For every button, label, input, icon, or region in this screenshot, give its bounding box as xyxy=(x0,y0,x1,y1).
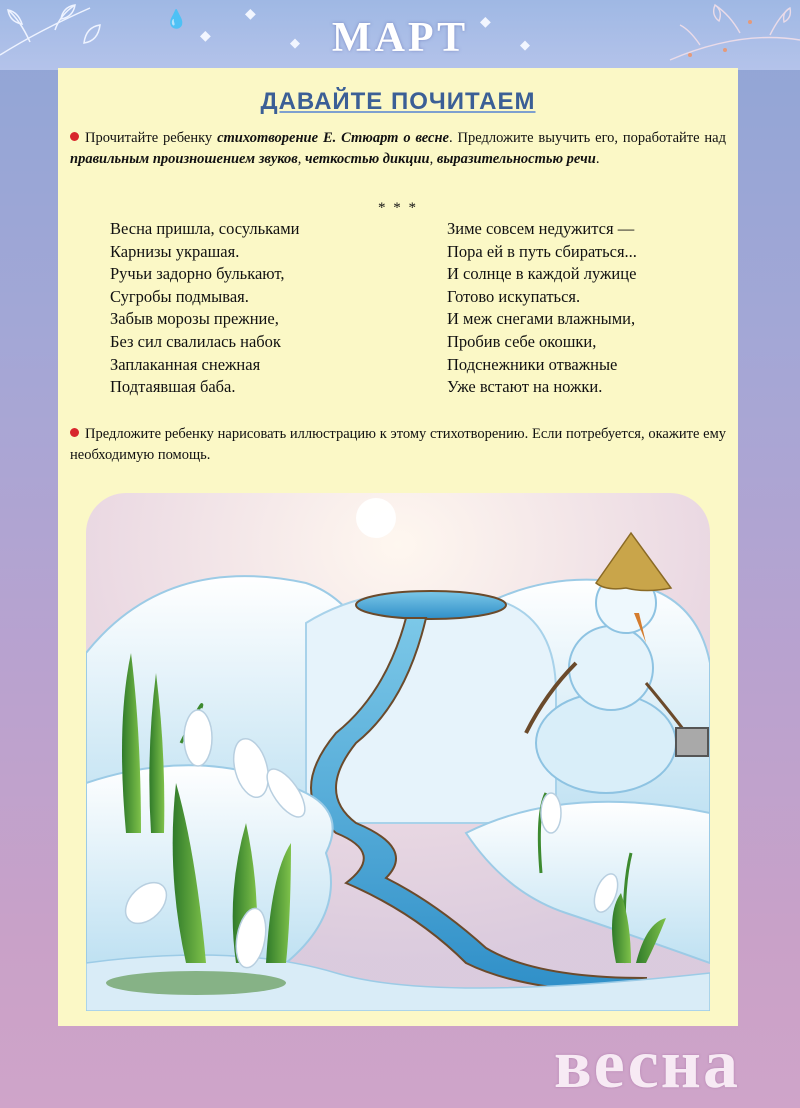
poem-marker: * * * xyxy=(378,200,418,216)
task-paragraph-draw: Предложите ребенку нарисовать иллюстрацию к этому стихотворению. Если потребуется, окажите ему необходимую помощь. xyxy=(70,426,726,463)
raindrop-icon: ◆ xyxy=(245,7,256,22)
raindrop-icon: ◆ xyxy=(520,37,530,52)
task-paragraph-read: Прочитайте ребенку стихотворение Е. Стюарт о весне. Предложите выучить его, поработайте над правильным произношением звуков, четкостью дикции, выразительностью речи. xyxy=(70,130,726,167)
bullet-icon xyxy=(70,428,79,437)
raindrop-icon: 💧 xyxy=(165,9,188,29)
sun-icon xyxy=(356,498,396,538)
poem-line: Весна пришла, сосульками xyxy=(110,219,300,238)
raindrop-icon: ◆ xyxy=(290,35,300,50)
poem-line: Забыв морозы прежние, xyxy=(110,309,279,329)
poem-line: И солнце в каждой лужице xyxy=(447,264,637,284)
poem-line: Подтаявшая баба. xyxy=(110,377,236,397)
season-label: весна xyxy=(553,1026,740,1103)
pond xyxy=(356,591,506,619)
poem-line: Ручьи задорно булькают, xyxy=(110,264,285,284)
poem-line: Готово искупаться. xyxy=(447,286,581,306)
header-band xyxy=(0,0,800,70)
poem-stanza-right xyxy=(447,218,637,399)
section-title: ДАВАЙТЕ ПОЧИТАЕМ xyxy=(260,88,536,115)
poem-line: Пора ей в путь сбираться... xyxy=(447,241,637,261)
poem-line: Сугробы подмывая. xyxy=(110,286,249,306)
poem-line: Зиме совсем недужится — xyxy=(447,219,635,238)
content-panel xyxy=(58,68,738,1026)
spring-illustration xyxy=(86,493,710,1011)
raindrop-icon: ◆ xyxy=(480,15,491,30)
poem-line: Пробив себе окошки, xyxy=(447,331,597,351)
raindrop-icon: ◆ xyxy=(200,29,211,44)
poem-line: Без сил свалилась набок xyxy=(110,331,281,351)
poem-line: И меж снегами влажными, xyxy=(447,309,636,329)
poem-line: Подснежники отважные xyxy=(447,354,618,374)
month-title: МАРТ xyxy=(331,15,469,61)
poem-line: Уже встают на ножки. xyxy=(447,377,603,397)
bullet-icon xyxy=(70,132,79,141)
poem-line: Карнизы украшая. xyxy=(110,241,240,261)
poem-line: Заплаканная снежная xyxy=(110,354,261,374)
poem-stanza-left xyxy=(110,218,300,399)
snow-hill-middle xyxy=(306,592,556,823)
